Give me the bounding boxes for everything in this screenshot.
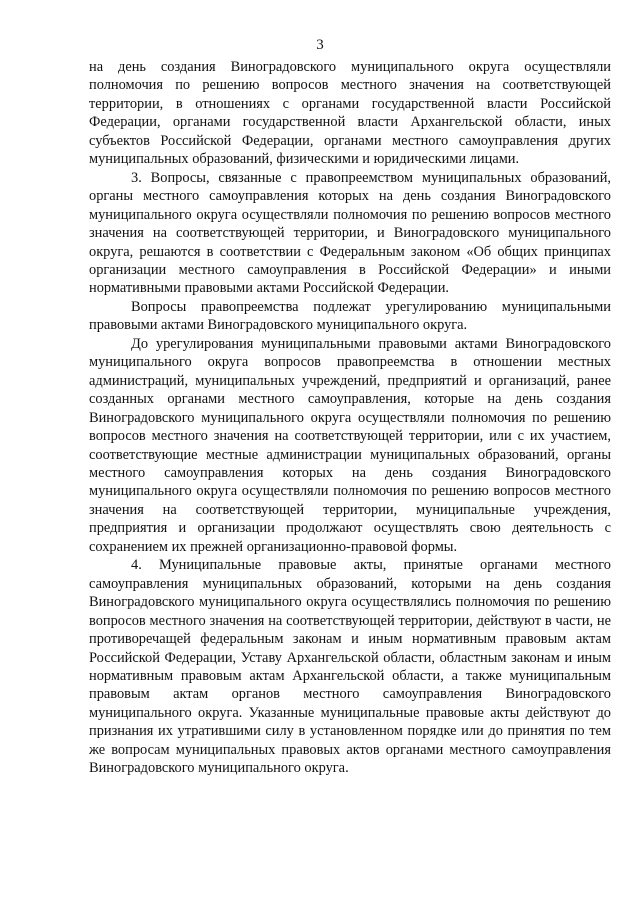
paragraph-clause-4: 4. Муниципальные правовые акты, принятые органами местного самоуправления муниципальных образований, которыми на день создания Виноградовского муниципального округа осуществлялись полномочия по решению вопросов местного значения на соответствующей территории, действуют в части, не противоречащей федеральным законам и иным нормативным правовым актам Российской Федерации, Уставу Архангельской области, областным законам и иным нормативным правовым актам Архангельской области, а также муниципальным правовым актам органов местного самоуправления Виноградовского муниципального округа. Указанные муниципальные правовые акты действуют до признания их утратившими силу в установленном порядке или до принятия по тем же вопросам муниципальных правовых актов органами местного самоуправления Виноградовского муниципального округа. (89, 557, 611, 777)
document-body (89, 58, 611, 778)
paragraph-until-regulation: До урегулирования муниципальными правовыми актами Виноградовского муниципального округа вопросов правопреемства в отношении местных администраций, муниципальных учреждений, предприятий и организаций, ранее созданных органами местного самоуправления, которые на день создания Виноградовского муниципального округа осуществляли полномочия по решению вопросов местного значения на соответствующей территории, или с их участием, соответствующие местные администрации муниципальных образований, органы местного самоуправления которых на день создания Виноградовского муниципального округа осуществляли полномочия по решению вопросов местного значения на соответствующей территории, муниципальные учреждения, предприятия и организации продолжают осуществлять свою деятельность с сохранением их прежней организационно-правовой формы. (89, 335, 611, 555)
paragraph-succession-regulation: Вопросы правопреемства подлежат урегулированию муниципальными правовыми актами Виноградовского муниципального округа. (89, 298, 611, 334)
paragraph-continuation: на день создания Виноградовского муниципального округа осуществляли полномочия по решению вопросов местного значения на соответствующей территории, в отношениях с органами государственной власти Российской Федерации, органами государственной власти Архангельской области, иных субъектов Российской Федерации, органами местного самоуправления других муниципальных образований, физическими и юридическими лицами. (89, 59, 611, 168)
paragraph-clause-3: 3. Вопросы, связанные с правопреемством муниципальных образований, органы местного самоуправления которых на день создания Виноградовского муниципального округа осуществляли полномочия по решению вопросов местного значения на соответствующей территории, и Виноградовского муниципального округа, решаются в соответствии с Федеральным законом «Об общих принципах организации местного самоуправления в Российской Федерации» и иными нормативными правовыми актами Российской Федерации. (89, 169, 611, 297)
page-number: 3 (316, 37, 324, 53)
